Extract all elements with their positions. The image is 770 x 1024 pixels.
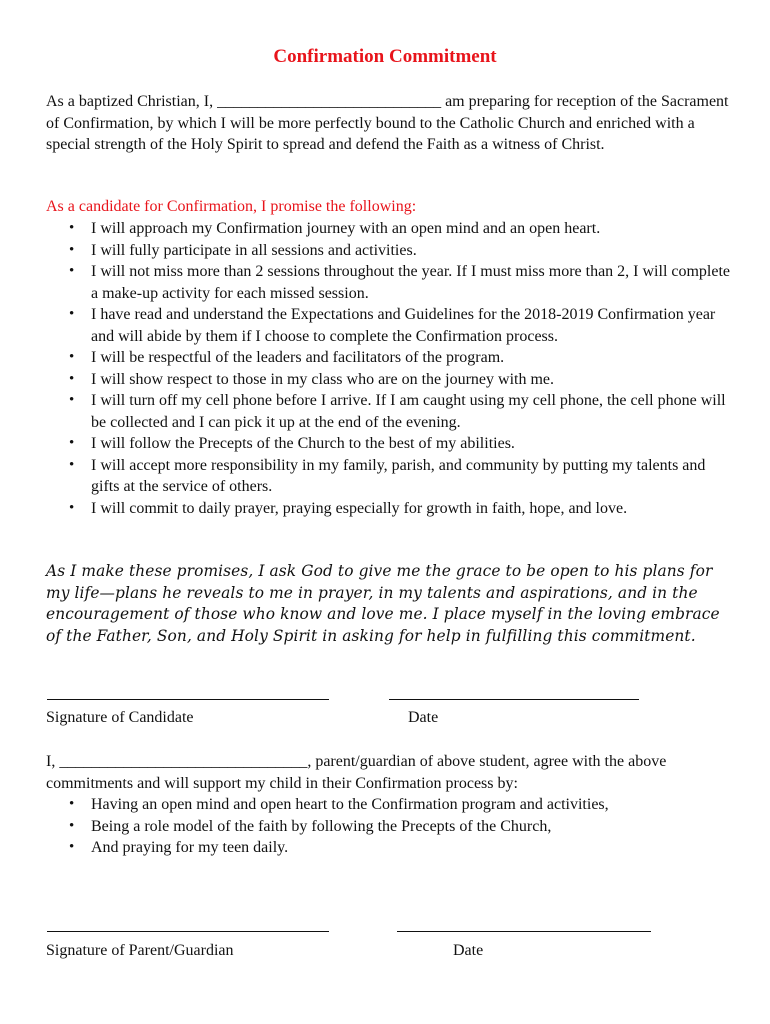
candidate-date-label: Date: [408, 709, 439, 726]
list-item: • I will turn off my cell phone before I arrive. If I am caught using my cell phone, the cell phone will be collected and I can pick it up at the end of the evening.: [46, 390, 736, 433]
list-item: • I will commit to daily prayer, praying especially for growth in faith, hope, and love.: [46, 498, 736, 520]
list-item: • I will not miss more than 2 sessions throughout the year. If I must miss more than 2, I will complete a make-up activity for each missed session.: [46, 261, 736, 304]
list-item: • I will approach my Confirmation journey with an open mind and an open heart.: [46, 218, 736, 240]
candidate-signature-line: [47, 699, 329, 700]
list-item: • And praying for my teen daily.: [46, 837, 736, 859]
list-item: • I will follow the Precepts of the Church to the best of my abilities.: [46, 433, 736, 455]
list-item: • Being a role model of the faith by following the Precepts of the Church,: [46, 816, 736, 838]
list-item: • I have read and understand the Expectations and Guidelines for the 2018-2019 Confirmation year and will abide by them if I choose to complete the Confirmation process.: [46, 304, 736, 347]
list-item: • I will accept more responsibility in my family, parish, and community by putting my talents and gifts at the service of others.: [46, 455, 736, 498]
guardian-date-line: [397, 931, 651, 932]
promise-heading: As a candidate for Confirmation, I promise the following:: [46, 198, 417, 215]
guardian-signature-label: Signature of Parent/Guardian: [46, 942, 234, 959]
guardian-list: [46, 794, 736, 859]
guardian-signature-line: [47, 931, 329, 932]
candidate-signature-label: Signature of Candidate: [46, 709, 194, 726]
guardian-paragraph: I, _______________________________, parent/guardian of above student, agree with the above commitments and will support my child in their Confirmation process by:: [46, 753, 667, 792]
list-item: • I will fully participate in all sessions and activities.: [46, 240, 736, 262]
list-item: • Having an open mind and open heart to the Confirmation program and activities,: [46, 794, 736, 816]
guardian-date-label: Date: [453, 942, 484, 959]
list-item: • I will be respectful of the leaders and facilitators of the program.: [46, 347, 736, 369]
promise-list: [46, 218, 736, 519]
candidate-date-line: [389, 699, 639, 700]
list-item: • I will show respect to those in my class who are on the journey with me.: [46, 369, 736, 391]
intro-paragraph: As a baptized Christian, I, ____________________________ am preparing for reception of the Sacrament of Confirmation, by which I will be more perfectly bound to the Catholic Church and enriched with a special strength of the Holy Spirit to spread and defend the Faith as a witness of Christ.: [46, 93, 729, 153]
page-title: Confirmation Commitment: [273, 46, 497, 67]
closing-statement: As I make these promises, I ask God to give me the grace to be open to his plans for my life—plans he reveals to me in prayer, in my talents and aspirations, and in the encouragement of those who know and love me. I place myself in the loving embrace of the Father, Son, and Holy Spirit in asking for help in fulfilling this commitment.: [46, 562, 720, 645]
